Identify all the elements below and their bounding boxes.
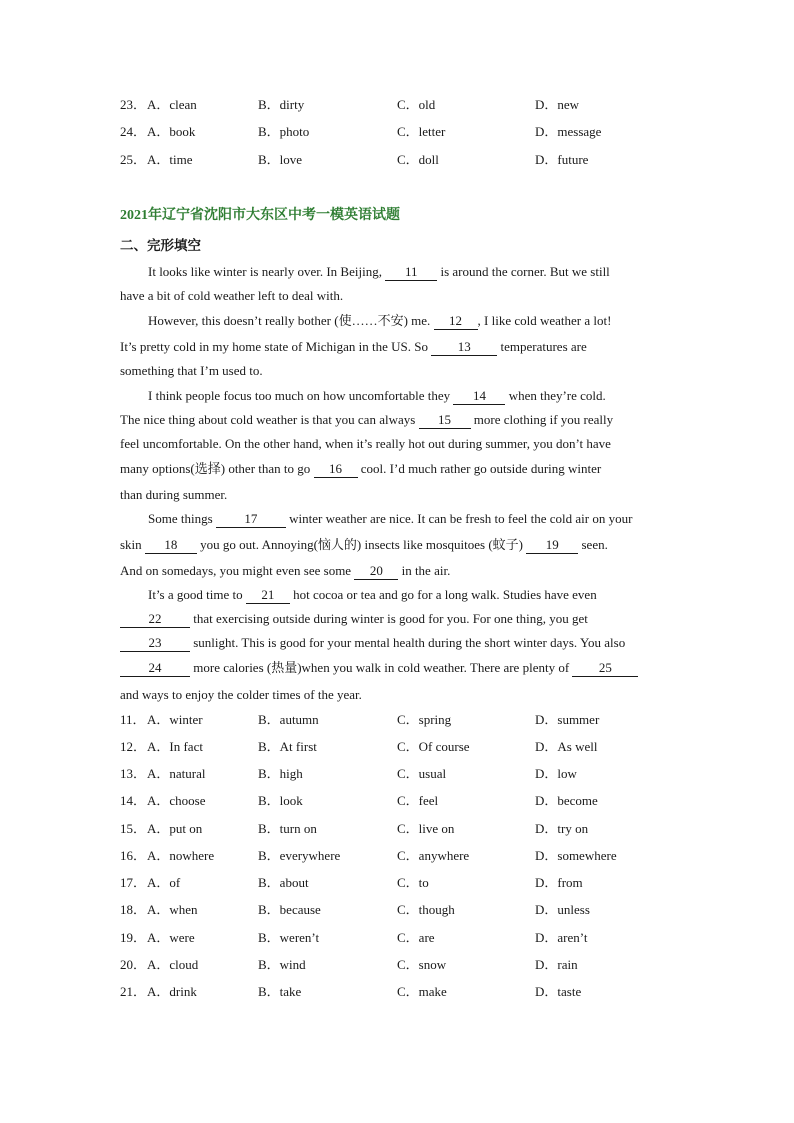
passage-text: when they’re cold.	[505, 388, 606, 403]
blank-18[interactable]: 18	[145, 536, 197, 554]
passage-line	[148, 311, 611, 331]
question-number: 23．	[120, 97, 147, 112]
option-d: D．new	[535, 97, 580, 112]
option-a: A．In fact	[147, 739, 203, 754]
option-c: C．though	[397, 902, 455, 917]
passage-line	[120, 337, 587, 357]
option-d: D．from	[535, 875, 583, 890]
passage-line	[120, 410, 613, 430]
question-number: 14．	[120, 793, 147, 808]
option-c: C．snow	[397, 957, 447, 972]
passage-text: than during summer.	[120, 487, 228, 502]
passage-text: The nice thing about cold weather is that you can always	[120, 412, 419, 427]
option-a: A．clean	[147, 97, 197, 112]
passage-text: you go out. Annoying(恼人的) insects like mosquitoes (蚊子)	[196, 537, 527, 552]
passage-text: sunlight. This is good for your mental health during the short winter days. You also	[190, 635, 626, 650]
question-number: 21．	[120, 984, 147, 999]
option-b: B．At first	[258, 739, 317, 754]
passage-line	[120, 434, 611, 454]
question-number: 16．	[120, 848, 147, 863]
blank-14[interactable]: 14	[453, 387, 505, 405]
option-c: C．make	[397, 984, 447, 999]
question-number: 12．	[120, 739, 147, 754]
option-d: D．future	[535, 152, 589, 167]
option-a: A．winter	[147, 712, 203, 727]
blank-24[interactable]: 24	[120, 659, 190, 677]
blank-20[interactable]: 20	[354, 562, 398, 580]
passage-text: It looks like winter is nearly over. In Beijing,	[148, 264, 386, 279]
option-c: C．old	[397, 97, 436, 112]
blank-19[interactable]: 19	[526, 536, 578, 554]
question-number: 19．	[120, 930, 147, 945]
passage-text: And on somedays, you might even see some	[120, 563, 355, 578]
blank-16[interactable]: 16	[314, 460, 358, 478]
option-c: C．usual	[397, 766, 447, 781]
blank-12[interactable]: 12	[434, 312, 478, 330]
option-a: A．choose	[147, 793, 206, 808]
passage-text: feel uncomfortable. On the other hand, when it’s really hot out during summer, you don’t have	[120, 436, 611, 451]
option-d: D．aren’t	[535, 930, 588, 945]
passage-line	[120, 286, 343, 306]
option-c: C．feel	[397, 793, 439, 808]
option-b: B．everywhere	[258, 848, 341, 863]
passage-text: skin	[120, 537, 145, 552]
passage-line	[148, 509, 632, 529]
option-b: B．photo	[258, 124, 310, 139]
passage-line	[120, 658, 638, 678]
option-b: B．autumn	[258, 712, 319, 727]
blank-25[interactable]: 25	[572, 659, 638, 677]
option-a: A．of	[147, 875, 181, 890]
passage-text: is around the corner. But we still	[437, 264, 610, 279]
option-b: B．dirty	[258, 97, 305, 112]
passage-text: more calories (热量)when you walk in cold weather. There are plenty of	[190, 660, 573, 675]
blank-21[interactable]: 21	[246, 586, 290, 604]
passage-line	[120, 609, 588, 629]
option-c: C．letter	[397, 124, 446, 139]
blank-23[interactable]: 23	[120, 634, 190, 652]
option-d: D．As well	[535, 739, 598, 754]
blank-15[interactable]: 15	[419, 411, 471, 429]
option-a: A．natural	[147, 766, 206, 781]
passage-line	[120, 633, 625, 653]
option-a: A．book	[147, 124, 196, 139]
option-d: D．message	[535, 124, 602, 139]
option-c: C．spring	[397, 712, 452, 727]
question-number: 11．	[120, 712, 146, 727]
question-number: 20．	[120, 957, 147, 972]
passage-line	[120, 685, 362, 705]
option-d: D．try on	[535, 821, 589, 836]
passage-line	[120, 459, 601, 479]
option-c: C．Of course	[397, 739, 470, 754]
passage-text: It’s a good time to	[148, 587, 246, 602]
option-a: A．were	[147, 930, 195, 945]
passage-text: It’s pretty cold in my home state of Michigan in the US. So	[120, 339, 432, 354]
option-b: B．look	[258, 793, 303, 808]
question-number: 15．	[120, 821, 147, 836]
passage-line	[148, 386, 606, 406]
passage-text: many options(选择) other than to go	[120, 461, 314, 476]
option-b: B．turn on	[258, 821, 317, 836]
option-a: A．when	[147, 902, 198, 917]
option-b: B．high	[258, 766, 303, 781]
option-b: B．wind	[258, 957, 306, 972]
exam-title: 2021年辽宁省沈阳市大东区中考一模英语试题	[120, 208, 400, 223]
passage-line	[120, 535, 608, 555]
passage-text: , I like cold weather a lot!	[477, 313, 612, 328]
question-number: 25．	[120, 152, 147, 167]
blank-13[interactable]: 13	[431, 338, 497, 356]
option-c: C．to	[397, 875, 429, 890]
option-d: D．taste	[535, 984, 582, 999]
passage-text: temperatures are	[497, 339, 587, 354]
option-d: D．low	[535, 766, 577, 781]
passage-text: more clothing if you really	[470, 412, 614, 427]
option-a: A．put on	[147, 821, 203, 836]
passage-text: seen.	[578, 537, 608, 552]
option-a: A．drink	[147, 984, 197, 999]
passage-line	[148, 585, 597, 605]
passage-line	[120, 361, 263, 381]
passage-text: hot cocoa or tea and go for a long walk. Studies have even	[289, 587, 597, 602]
option-b: B．weren’t	[258, 930, 320, 945]
passage-text: have a bit of cold weather left to deal with.	[120, 288, 344, 303]
option-b: B．take	[258, 984, 302, 999]
question-number: 18．	[120, 902, 147, 917]
option-a: A．cloud	[147, 957, 199, 972]
option-b: B．because	[258, 902, 321, 917]
passage-text: cool. I’d much rather go outside during winter	[357, 461, 602, 476]
passage-text: in the air.	[398, 563, 451, 578]
passage-text: I think people focus too much on how uncomfortable they	[148, 388, 454, 403]
option-d: D．rain	[535, 957, 578, 972]
passage-line	[148, 262, 610, 282]
option-c: C．doll	[397, 152, 439, 167]
blank-17[interactable]: 17	[216, 510, 286, 528]
option-c: C．are	[397, 930, 435, 945]
option-d: D．somewhere	[535, 848, 617, 863]
option-a: A．time	[147, 152, 193, 167]
option-c: C．live on	[397, 821, 455, 836]
section-heading: 二、完形填空	[120, 238, 201, 253]
option-c: C．anywhere	[397, 848, 470, 863]
passage-line	[120, 561, 450, 581]
question-number: 17．	[120, 875, 147, 890]
passage-text: and ways to enjoy the colder times of the year.	[120, 687, 362, 702]
option-b: B．about	[258, 875, 309, 890]
passage-text: Some things	[148, 511, 216, 526]
passage-text: something that I’m used to.	[120, 363, 263, 378]
option-b: B．love	[258, 152, 303, 167]
blank-11[interactable]: 11	[385, 263, 437, 281]
blank-22[interactable]: 22	[120, 610, 190, 628]
question-number: 24．	[120, 124, 147, 139]
option-a: A．nowhere	[147, 848, 215, 863]
passage-text: that exercising outside during winter is good for you. For one thing, you get	[190, 611, 588, 626]
option-d: D．unless	[535, 902, 590, 917]
passage-line	[120, 485, 227, 505]
passage-text: winter weather are nice. It can be fresh to feel the cold air on your	[285, 511, 633, 526]
option-d: D．become	[535, 793, 598, 808]
passage-text: However, this doesn’t really bother (使……不安) me.	[148, 313, 434, 328]
question-number: 13．	[120, 766, 147, 781]
option-d: D．summer	[535, 712, 600, 727]
